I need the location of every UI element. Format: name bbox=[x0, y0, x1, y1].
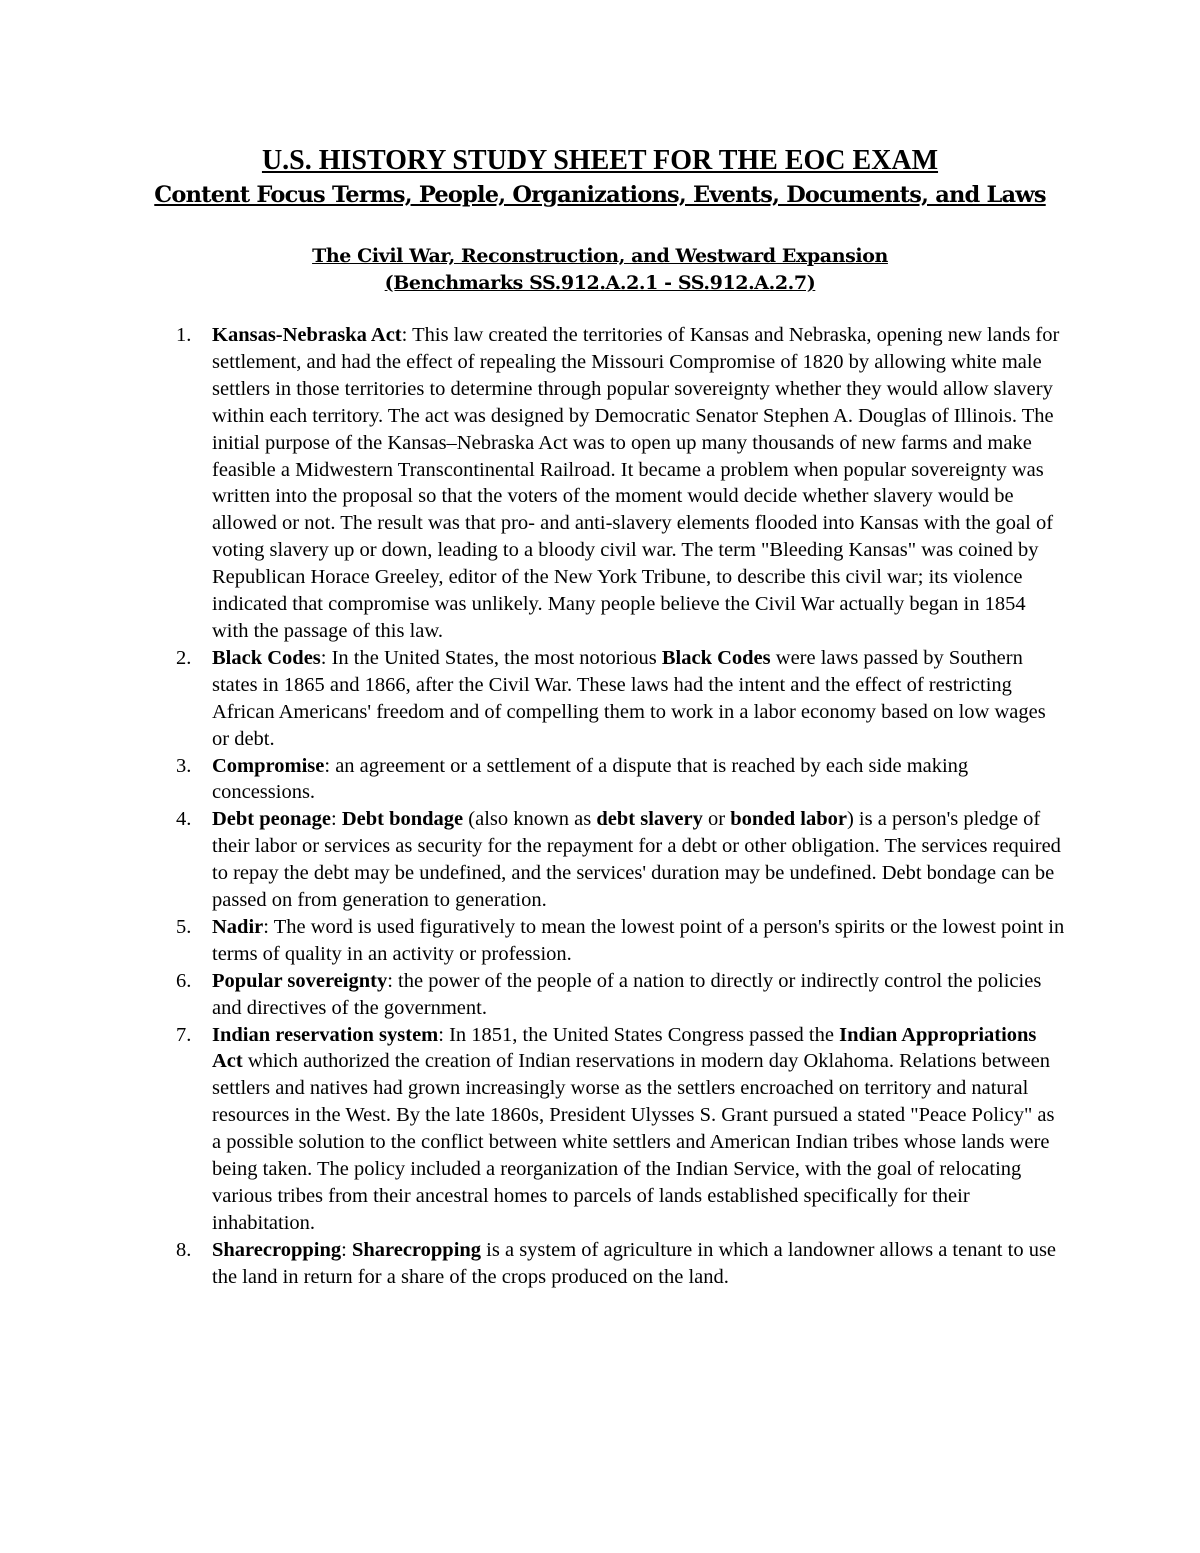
term-number: 7. bbox=[176, 1023, 192, 1046]
term-separator: : bbox=[263, 915, 269, 938]
term-number: 6. bbox=[176, 969, 192, 992]
term-name: Debt peonage bbox=[212, 808, 332, 831]
term-sharecropping bbox=[0, 1237, 1200, 1291]
term-name: Compromise bbox=[212, 754, 325, 777]
term-debt-peonage bbox=[0, 806, 1200, 914]
term-black-codes bbox=[0, 645, 1200, 753]
term-name: Popular sovereignty bbox=[212, 969, 388, 992]
section-benchmarks: (Benchmarks SS.912.A.2.1 - SS.912.A.2.7) bbox=[384, 272, 816, 294]
term-kansas-nebraska-act bbox=[0, 322, 1200, 645]
term-separator: : bbox=[331, 808, 342, 831]
term-separator: : bbox=[387, 969, 393, 992]
term-separator: : bbox=[341, 1238, 352, 1261]
term-indian-reservation-system bbox=[0, 1022, 1200, 1237]
term-popular-sovereignty bbox=[0, 968, 1200, 1022]
page-subtitle: Content Focus Terms, People, Organizations, Events, Documents, and Laws bbox=[154, 182, 1046, 208]
terms-list bbox=[0, 322, 1200, 1291]
term-definition: This law created the territories of Kansas and Nebraska, opening new lands for settlement, and had the effect of repealing the Missouri Compromise of 1820 by allowing white male settlers in those territories to determine through popular sovereignty whether they would allow slavery within each territory. The act was designed by Democratic Senator Stephen A. Douglas of Illinois. The initial purpose of the Kansas–Nebraska Act was to open up many thousands of new farms and make feasible a Midwestern Transcontinental Railroad. It became a problem when popular sovereignty was written into the proposal so that the voters of the moment would decide whether slavery would be allowed or not. The result was that pro- and anti-slavery elements flooded into Kansas with the goal of voting slavery up or down, leading to a bloody civil war. The term "Bleeding Kansas" was coined by Republican Horace Greeley, editor of the New York Tribune, to describe this civil war; its violence indicated that compromise was unlikely. Many people believe the Civil War actually began in 1854 with the passage of this law. bbox=[212, 324, 1060, 642]
term-name: Sharecropping bbox=[212, 1238, 342, 1261]
term-definition: is a system of agriculture in which a landowner allows a tenant to use the land in return for a share of the crops produced on the land. bbox=[212, 1238, 1057, 1288]
term-definition: In the United States, the most notorious bbox=[326, 646, 662, 669]
term-name: Kansas-Nebraska Act bbox=[212, 324, 402, 346]
term-definition: or bbox=[702, 808, 731, 831]
term-separator: : bbox=[401, 324, 408, 346]
term-number: 2. bbox=[176, 646, 192, 669]
term-definition: an agreement or a settlement of a dispute that is reached by each side making concessions. bbox=[212, 754, 969, 804]
term-number: 3. bbox=[176, 754, 192, 777]
term-number: 1. bbox=[176, 324, 192, 346]
term-number: 8. bbox=[176, 1238, 192, 1261]
term-emphasis: Black Codes bbox=[661, 646, 771, 669]
term-emphasis: Debt bondage bbox=[341, 808, 464, 831]
term-emphasis: Sharecropping bbox=[351, 1238, 482, 1261]
term-number: 4. bbox=[176, 808, 192, 831]
term-emphasis: debt slavery bbox=[596, 808, 703, 831]
term-definition: (also known as bbox=[463, 808, 597, 831]
term-definition: The word is used figuratively to mean the lowest point of a person's spirits or the lowest point in terms of quality in an activity or profession. bbox=[212, 915, 1065, 965]
term-definition: the power of the people of a nation to directly or indirectly control the policies and directives of the government. bbox=[212, 969, 1042, 1019]
term-emphasis: Indian Appropriations Act bbox=[212, 1023, 1037, 1073]
term-separator: : bbox=[320, 646, 327, 669]
page-title: U.S. HISTORY STUDY SHEET FOR THE EOC EXAM bbox=[261, 145, 939, 176]
term-definition: ) is a person's pledge of their labor or services as security for the repayment for a debt or other obligation. The services required to repay the debt may be undefined, and the services' duration may be undefined. Debt bondage can be passed on from generation to generation. bbox=[212, 808, 1061, 912]
section-title: The Civil War, Reconstruction, and Westward Expansion bbox=[312, 245, 888, 267]
term-definition: In 1851, the United States Congress passed the bbox=[443, 1023, 840, 1046]
term-compromise bbox=[0, 753, 1200, 807]
term-nadir bbox=[0, 914, 1200, 968]
term-name: Indian reservation system bbox=[212, 1023, 439, 1046]
term-number: 5. bbox=[176, 915, 192, 938]
term-name: Nadir bbox=[212, 915, 264, 938]
term-name: Black Codes bbox=[212, 646, 321, 669]
term-separator: : bbox=[324, 754, 331, 777]
term-definition: were laws passed by Southern states in 1865 and 1866, after the Civil War. These laws had the intent and the effect of restricting African Americans' freedom and of compelling them to work in a labor economy based on low wages or debt. bbox=[212, 646, 1046, 750]
term-definition: which authorized the creation of Indian reservations in modern day Oklahoma. Relations between settlers and natives had grown increasingly worse as the settlers encroached on territory and natural resources in the West. By the late 1860s, President Ulysses S. Grant pursued a stated "Peace Policy" as a possible solution to the conflict between white settlers and American Indian tribes whose lands were being taken. The policy included a reorganization of the Indian Service, with the goal of relocating various tribes from their ancestral homes to parcels of lands established specifically for their inhabitation. bbox=[212, 1050, 1055, 1234]
term-emphasis: bonded labor bbox=[730, 808, 847, 831]
term-separator: : bbox=[438, 1023, 444, 1046]
